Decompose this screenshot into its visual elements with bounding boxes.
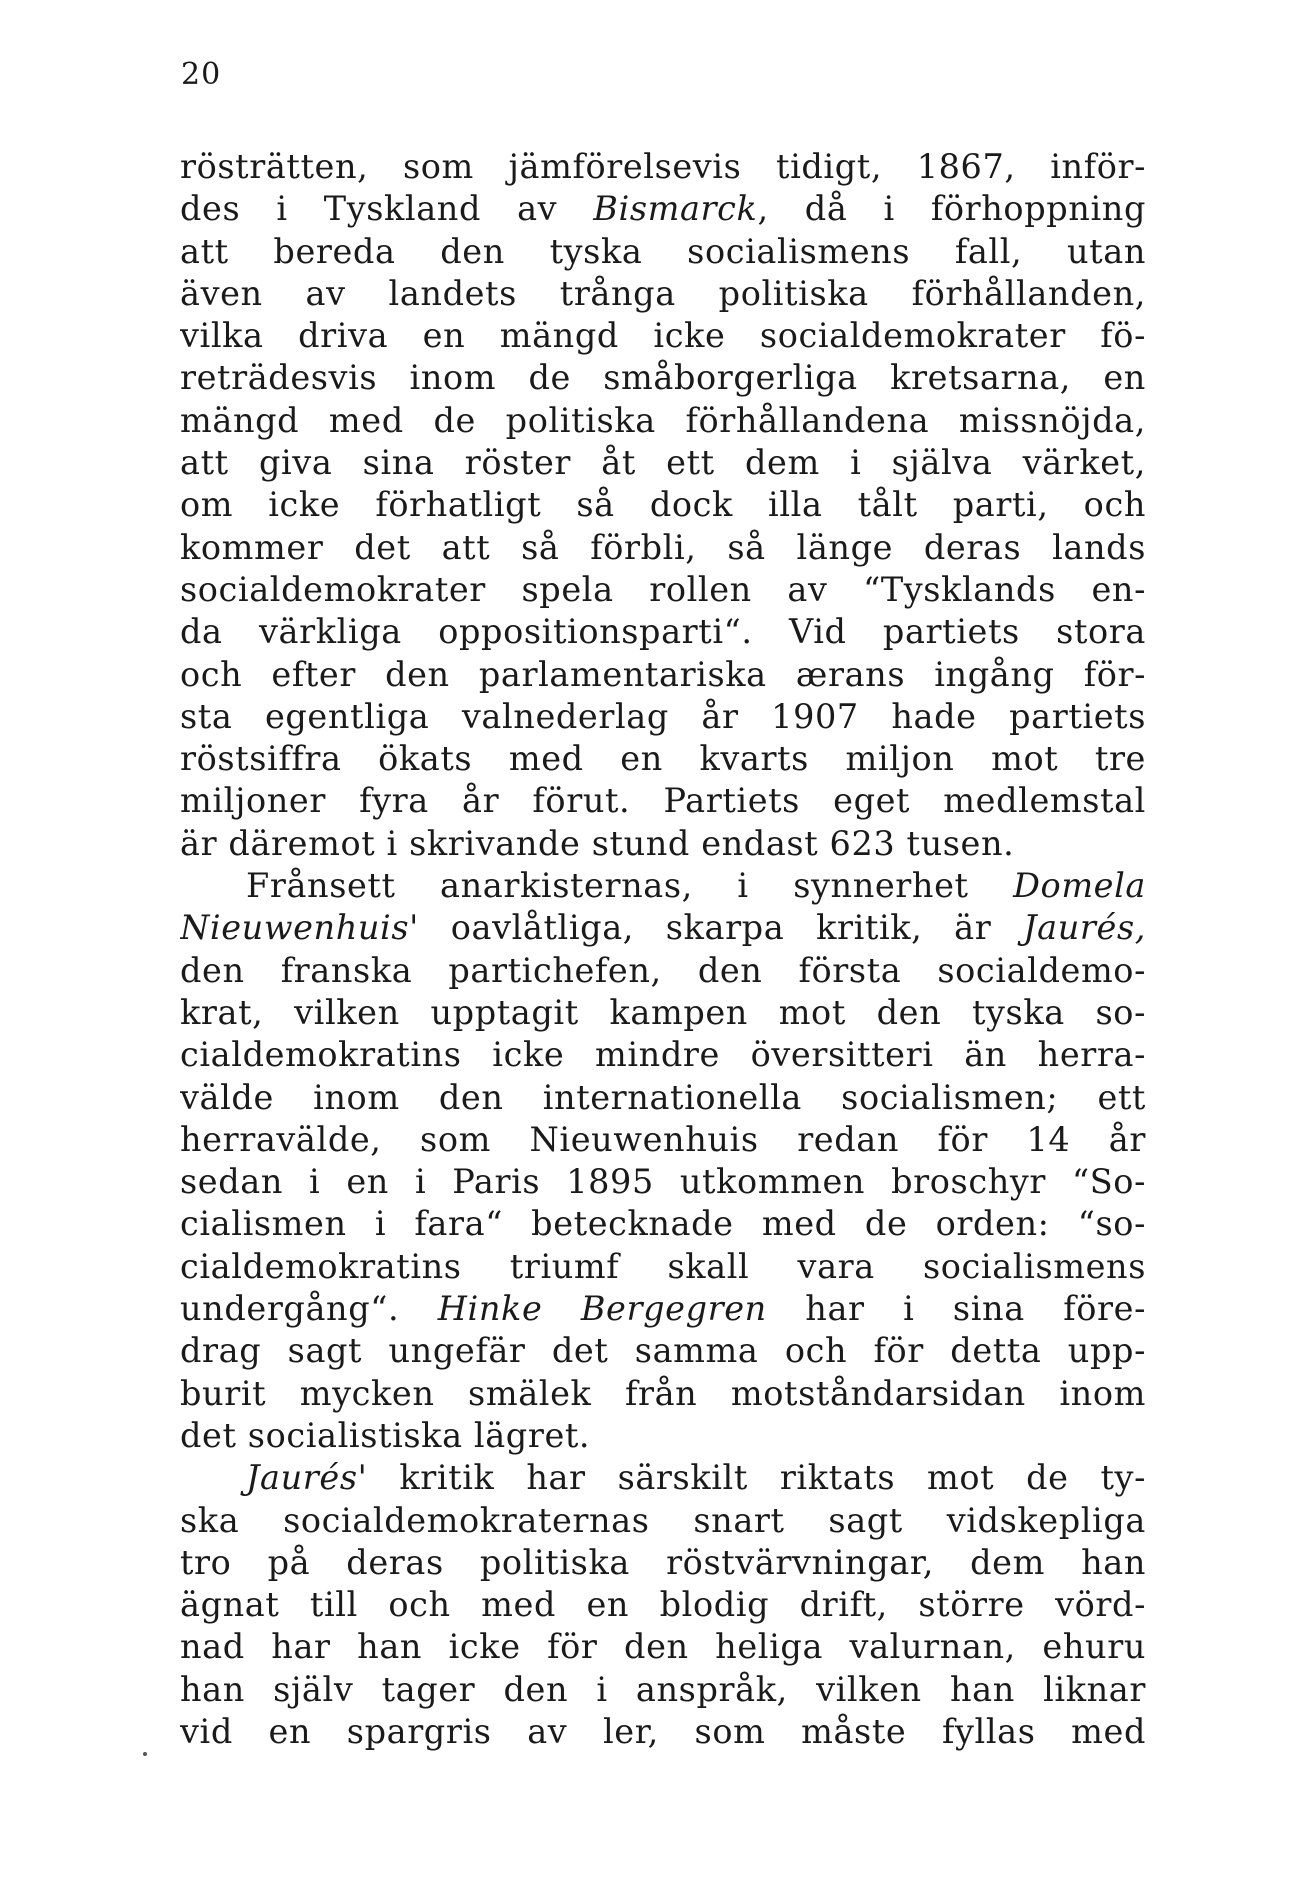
text-run: röstsiffra ökats med en kvarts miljon mot tre <box>180 739 1146 779</box>
text-run: och efter den parlamentariska ærans ingång för- <box>180 654 1146 694</box>
text-line <box>180 400 1146 442</box>
text-line <box>180 1034 1146 1076</box>
text-run: sta egentliga valnederlag år 1907 hade partiets <box>180 696 1146 736</box>
text-run: da värkliga oppositionsparti“. Vid partiets stora <box>180 612 1146 652</box>
text-run: cialismen i fara“ betecknade med de orden: “so- <box>180 1204 1146 1244</box>
text-line <box>180 1542 1146 1584</box>
text-run: att giva sina röster åt ett dem i själva värket, <box>180 443 1146 483</box>
italic-name: Nieuwenhuis' <box>180 908 419 948</box>
text-line <box>180 780 1146 822</box>
text-line <box>180 654 1146 696</box>
text-run: reträdesvis inom de småborgerliga kretsarna, en <box>180 358 1146 398</box>
text-run: vilka driva en mängd icke socialdemokrater fö- <box>180 316 1146 356</box>
text-run: socialdemokrater spela rollen av “Tysklands en- <box>180 569 1146 609</box>
text-line <box>180 315 1146 357</box>
text-run: undergång“. <box>180 1289 438 1329</box>
text-line <box>180 1373 1146 1415</box>
text-run: vid en spargris av ler, som måste fyllas med <box>180 1711 1146 1751</box>
text-run: cialdemokratins icke mindre översitteri än herra- <box>180 1035 1146 1075</box>
text-line <box>180 1119 1146 1161</box>
text-line <box>180 611 1146 653</box>
text-run: cialdemokratins triumf skall vara socialismens <box>180 1246 1146 1286</box>
text-run: ägnat till och med en blodig drift, större vörd- <box>180 1585 1146 1625</box>
text-line <box>180 442 1146 484</box>
text-line <box>180 907 1146 949</box>
text-line <box>180 1415 1146 1457</box>
text-run: nad har han icke för den heliga valurnan, ehuru <box>180 1627 1146 1667</box>
text-run: även av landets trånga politiska förhållanden, <box>180 273 1146 313</box>
text-line <box>180 1330 1146 1372</box>
text-line <box>180 569 1146 611</box>
text-run: har i sina före- <box>766 1289 1146 1329</box>
text-line <box>180 1288 1146 1330</box>
italic-name: Domela <box>1013 866 1146 906</box>
text-run: drag sagt ungefär det samma och för detta upp- <box>180 1331 1146 1371</box>
text-line <box>180 1626 1146 1668</box>
scan-speck <box>143 1752 147 1756</box>
text-line <box>180 188 1146 230</box>
text-line <box>180 1500 1146 1542</box>
text-run: miljoner fyra år förut. Partiets eget medlemstal <box>180 781 1146 821</box>
text-line <box>180 527 1146 569</box>
text-line <box>180 146 1146 188</box>
text-run: kommer det att så förbli, så länge deras lands <box>180 527 1146 567</box>
italic-name: Hinke Bergegren <box>437 1289 767 1329</box>
page-number: 20 <box>181 57 222 92</box>
text-line <box>180 1711 1146 1753</box>
body-text <box>180 146 1146 1753</box>
text-run: Frånsett anarkisternas, i synnerhet <box>246 866 1014 906</box>
text-line <box>180 1584 1146 1626</box>
text-line <box>180 1457 1146 1499</box>
text-run: herravälde, som Nieuwenhuis redan för 14 år <box>180 1119 1146 1159</box>
text-line <box>180 696 1146 738</box>
text-run: krat, vilken upptagit kampen mot den tyska so- <box>180 992 1146 1032</box>
text-run: des i Tyskland av <box>180 189 594 229</box>
text-line <box>180 950 1146 992</box>
text-run: mängd med de politiska förhållandena missnöjda, <box>180 400 1146 440</box>
text-line <box>180 357 1146 399</box>
text-line <box>180 865 1146 907</box>
text-run: ska socialdemokraternas snart sagt vidskepliga <box>180 1500 1146 1540</box>
text-line <box>180 738 1146 780</box>
text-run: tro på deras politiska röstvärvningar, dem han <box>180 1542 1146 1582</box>
text-run: oavlåtliga, skarpa kritik, är <box>418 908 1024 948</box>
text-run: välde inom den internationella socialismen; ett <box>180 1077 1146 1117</box>
italic-name: Bismarck <box>593 189 758 229</box>
text-run: han själv tager den i anspråk, vilken han liknar <box>180 1669 1146 1709</box>
text-line <box>180 1161 1146 1203</box>
text-line <box>180 484 1146 526</box>
text-line <box>180 1246 1146 1288</box>
text-run: , då i förhoppning <box>757 189 1146 229</box>
text-run: sedan i en i Paris 1895 utkommen broschyr “So- <box>180 1162 1146 1202</box>
text-line <box>180 1203 1146 1245</box>
text-run: rösträtten, som jämförelsevis tidigt, 1867, inför- <box>180 147 1146 186</box>
text-line <box>180 1077 1146 1119</box>
text-run: om icke förhatligt så dock illa tålt parti, och <box>180 485 1146 525</box>
text-run: burit mycken smälek från motståndarsidan inom <box>180 1373 1146 1413</box>
text-run: det socialistiska lägret. <box>180 1415 591 1455</box>
text-run: är däremot i skrivande stund endast 623 tusen. <box>180 823 1015 863</box>
text-line <box>180 992 1146 1034</box>
text-line <box>180 1669 1146 1711</box>
text-run: den franska partichefen, den första socialdemo- <box>180 950 1146 990</box>
text-line <box>180 273 1146 315</box>
italic-name: Jaurés' <box>246 1458 368 1498</box>
text-line <box>180 823 1146 865</box>
text-line <box>180 231 1146 273</box>
text-run: att bereda den tyska socialismens fall, utan <box>180 231 1146 271</box>
italic-name: Jaurés, <box>1023 908 1146 948</box>
text-run: kritik har särskilt riktats mot de ty- <box>367 1458 1146 1498</box>
